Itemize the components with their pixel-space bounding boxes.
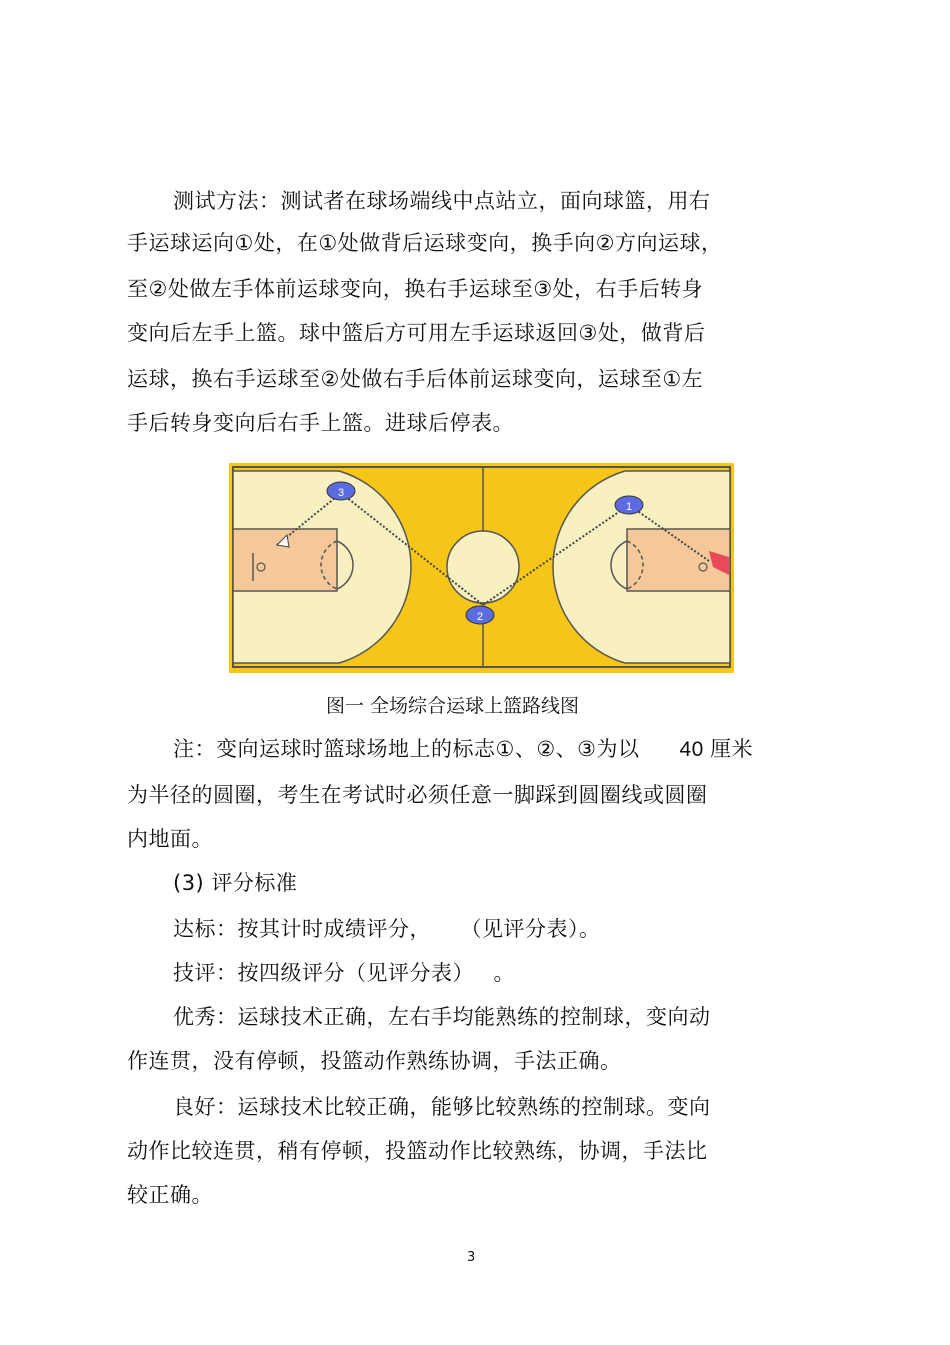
text-line: 手后转身变向后右手上篮。进球后停表。 xyxy=(127,411,514,435)
note-text: 注：变向运球时篮球场地上的标志①、②、③为以 xyxy=(173,737,640,761)
court-diagram xyxy=(229,463,734,673)
text-line: 运球，换右手运球至②处做右手后体前运球变向，运球至①左 xyxy=(127,367,704,391)
note-line xyxy=(173,734,753,765)
center-circle xyxy=(447,531,519,603)
text-line: 手运球运向①处，在①处做背后运球变向，换手向②方向运球， xyxy=(127,231,723,255)
note-number: 40 厘米 xyxy=(679,738,754,761)
svg-text:1: 1 xyxy=(625,501,633,513)
text-line: 至②处做左手体前运球变向，换右手运球至③处，右手后转身 xyxy=(127,277,704,301)
lianghao-line: 动作比较连贯，稍有停顿，投篮动作比较熟练，协调，手法比 xyxy=(127,1139,708,1163)
dabiao-ref: （见评分表）。 xyxy=(471,917,601,941)
lianghao-line: 较正确。 xyxy=(127,1183,213,1207)
youxiu-line: 作连贯，没有停顿，投篮动作熟练协调，手法正确。 xyxy=(127,1049,622,1073)
page-number: 3 xyxy=(467,1250,476,1265)
note-line: 内地面。 xyxy=(127,827,213,851)
lianghao-line: 良好：运球技术比较正确，能够比较熟练的控制球。变向 xyxy=(173,1095,711,1119)
note-line: 为半径的圆圈，考生在考试时必须任意一脚踩到圆圈线或圆圈 xyxy=(127,783,708,807)
jiping-line xyxy=(173,958,515,988)
text-line: 变向后左手上篮。球中篮后方可用左手运球返回③处，做背后 xyxy=(127,321,706,345)
svg-text:3: 3 xyxy=(337,487,345,499)
marker-1 xyxy=(615,496,643,514)
marker-2 xyxy=(466,606,494,624)
jiping-text: 技评：按四级评分（见评分表） xyxy=(173,961,464,985)
svg-text:2: 2 xyxy=(476,611,484,623)
text-line: 测试方法：测试者在球场端线中点站立，面向球篮，用右 xyxy=(173,189,711,213)
jiping-end: 。 xyxy=(493,961,515,985)
youxiu-line: 优秀：运球技术正确，左右手均能熟练的控制球，变向动 xyxy=(173,1005,711,1029)
dabiao-text: 达标：按其计时成绩评分， xyxy=(173,917,431,941)
marker-3 xyxy=(327,482,355,500)
dabiao-line xyxy=(173,914,601,944)
section-heading: (3) 评分标准 xyxy=(173,871,298,895)
figure-caption: 图一 全场综合运球上篮路线图 xyxy=(326,695,580,717)
